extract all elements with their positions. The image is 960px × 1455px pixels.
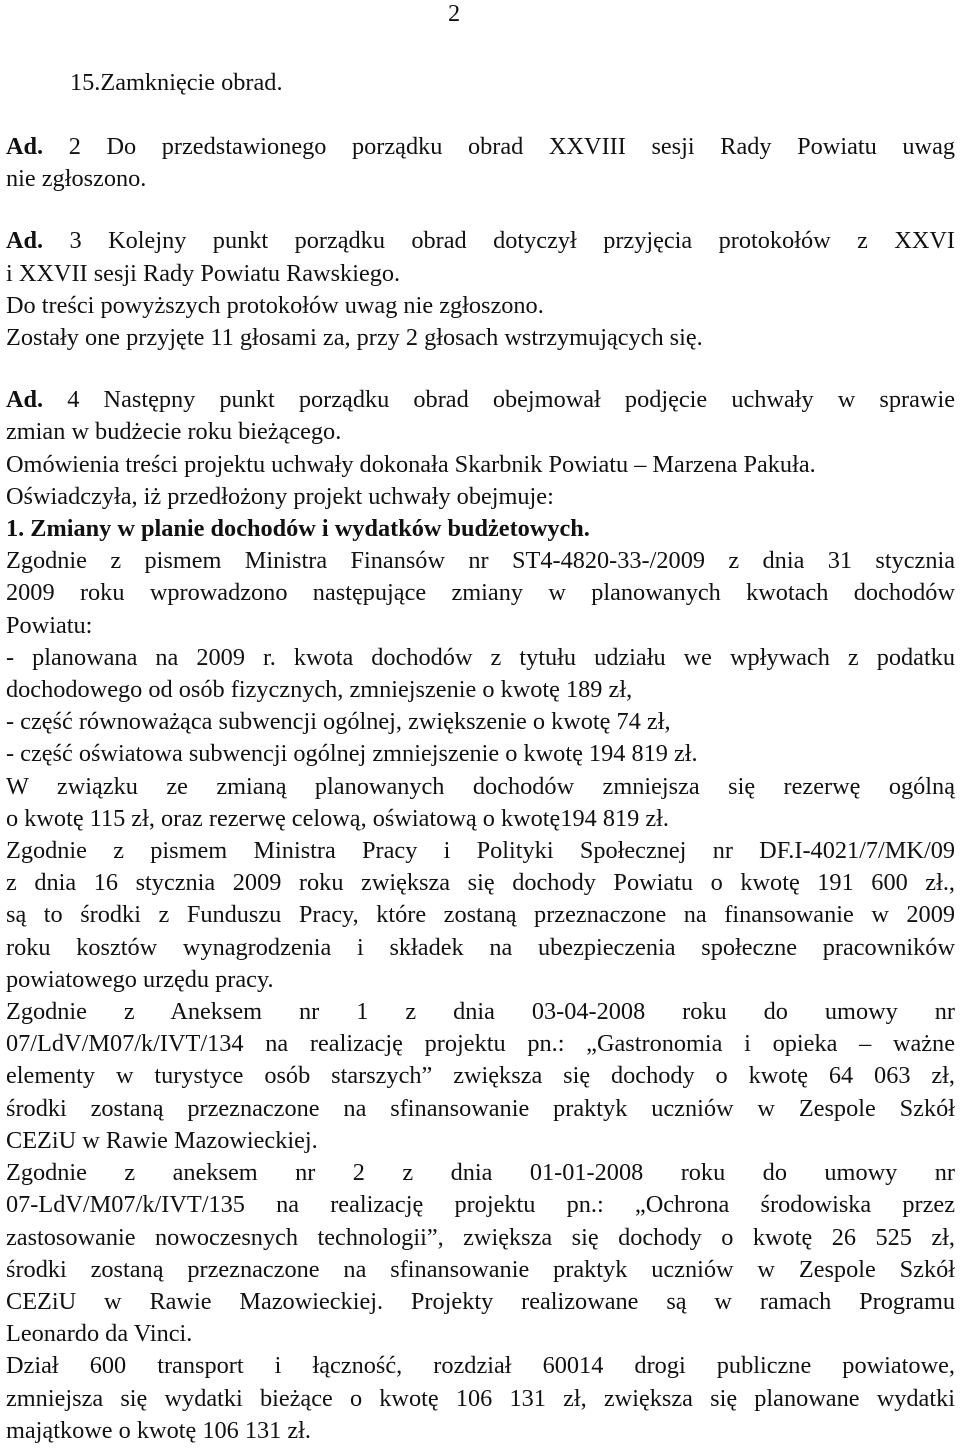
paragraph-1: Zgodnie z pismem Ministra Finansów nr ST4-4820-33-/2009 z dnia 31 stycznia 2009 roku wprowadzono następujące zmiany w planowanych kwotach dochodów Powiatu:: [6, 547, 955, 639]
ad2-line-1: Ad. 2 Do przedstawionego porządku obrad XXVIII sesji Rady Powiatu uwag: [6, 133, 955, 160]
ad3-line-4: Zostały one przyjęte 11 głosami za, przy 2 głosach wstrzymujących się.: [6, 324, 703, 352]
ad3-line-3: Do treści powyższych protokołów uwag nie zgłoszono.: [6, 291, 544, 319]
section-ad4: [6, 384, 955, 545]
ad3-line-1: Ad. 3 Kolejny punkt porządku obrad dotyczył przyjęcia protokołów z XXVI: [6, 227, 955, 255]
section-heading: 1. Zmiany w planie dochodów i wydatków budżetowych.: [6, 515, 590, 543]
ad4-line-2: zmian w budżecie roku bieżącego.: [6, 418, 342, 446]
ad3-label: Ad.: [6, 227, 44, 255]
ad4-label: Ad.: [6, 386, 44, 414]
ad3-line-2: i XXVII sesji Rady Powiatu Rawskiego.: [6, 259, 401, 287]
section-ad2: [6, 131, 955, 195]
section-ad3: [6, 225, 955, 354]
paragraph-2: - planowana na 2009 r. kwota dochodów z tytułu udziału we wpływach z podatku dochodowego od osób fizycznych, zmniejszenie o kwotę 189 zł,: [6, 643, 955, 704]
paragraph-8: Zgodnie z aneksem nr 2 z dnia 01-01-2008 roku do umowy nr 07-LdV/M07/k/IVT/135 na realizację projektu pn.: „Ochrona środowiska przez zastosowanie nowoczesnych technologii”, zwiększa się dochody o kwotę 26 525 zł, środki zostaną przeznaczone na sfinansowanie praktyk uczniów w Zespole Szkół CEZiU w Rawie Mazowieckiej. Projekty realizowane są w ramach Programu Leonardo da Vinci.: [6, 1159, 955, 1348]
ad4-line-1: Ad. 4 Następny punkt porządku obrad obejmował podjęcie uchwały w sprawie: [6, 386, 955, 414]
document-body: [6, 66, 955, 1447]
ad4-line-4: Oświadczyła, iż przedłożony projekt uchwały obejmuje:: [6, 482, 554, 510]
paragraph-6: Zgodnie z pismem Ministra Pracy i Polityki Społecznej nr DF.I-4021/7/MK/09 z dnia 16 stycznia 2009 roku zwiększa się dochody Powiatu o kwotę 191 600 zł., są to środki z Funduszu Pracy, które zostaną przeznaczone na finansowanie w 2009 roku kosztów wynagrodzenia i składek na ubezpieczenia społeczne pracowników powiatowego urzędu pracy.: [6, 837, 955, 993]
ad4-line-3: Omówienia treści projektu uchwały dokonała Skarbnik Powiatu – Marzena Pakuła.: [6, 450, 816, 478]
paragraph-5: W związku ze zmianą planowanych dochodów zmniejsza się rezerwę ogólną o kwotę 115 zł, oraz rezerwę celową, oświatową o kwotę194 819 zł.: [6, 772, 955, 832]
page-number: 2: [448, 0, 461, 27]
ad2-label: Ad.: [6, 133, 44, 160]
paragraph-7: Zgodnie z Aneksem nr 1 z dnia 03-04-2008 roku do umowy nr 07/LdV/M07/k/IVT/134 na realizację projektu pn.: „Gastronomia i opieka – ważne elementy w turystyce osób starszych” zwiększa się dochody o kwotę 64 063 zł, środki zostaną przeznaczone na sfinansowanie praktyk uczniów w Zespole Szkół CEZiU w Rawie Mazowieckiej.: [6, 998, 955, 1154]
paragraph-4: - część oświatowa subwencji ogólnej zmniejszenie o kwotę 194 819 zł.: [6, 740, 698, 768]
ad2-line-2: nie zgłoszono.: [6, 165, 147, 193]
paragraph-3: - część równoważąca subwencji ogólnej, zwiększenie o kwotę 74 zł,: [6, 708, 671, 736]
paragraph-9: Dział 600 transport i łączność, rozdział 60014 drogi publiczne powiatowe, zmniejsza się wydatki bieżące o kwotę 106 131 zł, zwiększa się planowane wydatki majątkowe o kwotę 106 131 zł.: [6, 1352, 955, 1444]
agenda-item-15: 15.Zamknięcie obrad.: [70, 69, 283, 96]
